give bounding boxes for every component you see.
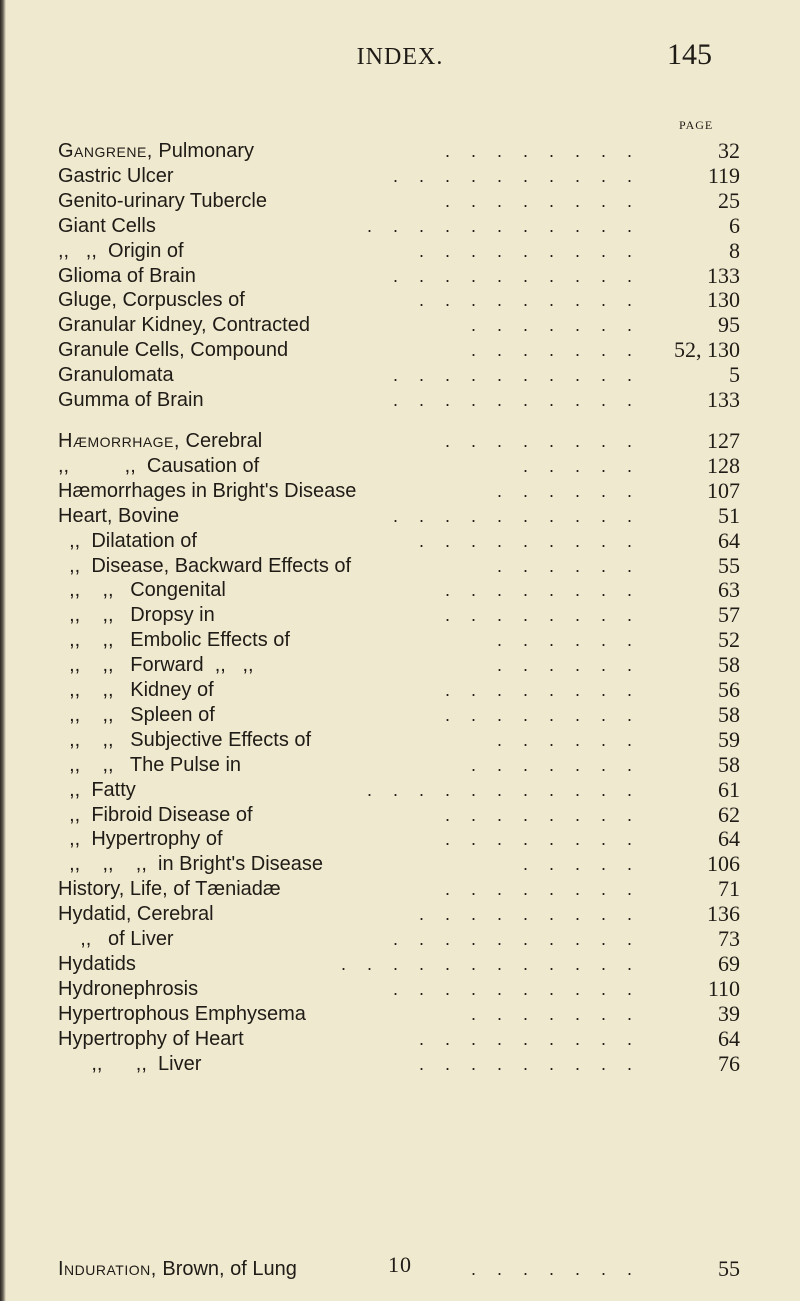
entry-label bbox=[58, 528, 197, 554]
entry-label bbox=[58, 478, 356, 504]
entry-page-number: 58 bbox=[718, 701, 740, 727]
entry-page-number: 107 bbox=[707, 477, 740, 503]
index-entry bbox=[58, 163, 740, 189]
index-entry bbox=[58, 263, 740, 289]
page-number: 145 bbox=[667, 38, 712, 71]
entry-text: ,, Disease, Backward Effects of bbox=[58, 554, 352, 577]
entry-text: Hydatids bbox=[58, 952, 136, 975]
leader-dots: . . . . . . . . bbox=[444, 190, 640, 211]
entry-text: Gumma of Brain bbox=[58, 389, 204, 411]
leader-dots: . . . . . . . . . . bbox=[392, 929, 640, 949]
leader-dots: . . . . . . . . bbox=[444, 879, 640, 900]
entry-page-number: 57 bbox=[718, 602, 740, 628]
entry-label bbox=[58, 702, 215, 728]
leader-dots: . . . . . . . . . . bbox=[392, 265, 640, 286]
leader-dots: . . . . . . . . . . bbox=[392, 390, 640, 410]
entry-text: Granulomata bbox=[58, 364, 174, 387]
entry-page-number: 73 bbox=[718, 926, 740, 951]
entry-label bbox=[58, 627, 290, 653]
entry-lead: Induration, bbox=[58, 1258, 157, 1280]
entry-page-number: 127 bbox=[707, 428, 740, 453]
index-entry bbox=[58, 1051, 740, 1077]
entry-label bbox=[58, 752, 241, 778]
entry-text: History, Life, of Tæniadæ bbox=[58, 878, 281, 901]
entry-page-number: 8 bbox=[729, 237, 740, 263]
index-entry bbox=[58, 602, 740, 628]
index-entry bbox=[58, 1026, 740, 1052]
entry-page-number: 63 bbox=[718, 577, 740, 603]
index-entry bbox=[58, 428, 740, 454]
entry-text: ,, ,, ,, in Bright's Disease bbox=[58, 853, 324, 876]
index-entry bbox=[58, 951, 740, 977]
entry-text: Hydatid, Cerebral bbox=[58, 903, 214, 926]
leader-dots: . . . . . . . . . . . bbox=[366, 215, 640, 236]
leader-dots: . . . . . . . . bbox=[444, 804, 640, 825]
leader-dots: . . . . . . bbox=[496, 655, 640, 676]
leader-dots: . . . . . . . . . . . bbox=[366, 779, 640, 800]
leader-dots: . . . . . bbox=[522, 854, 640, 875]
index-entry bbox=[58, 188, 740, 214]
index-entry bbox=[58, 802, 740, 828]
entry-text: Cerebral bbox=[179, 430, 263, 452]
entry-page-number: 5 bbox=[729, 362, 740, 388]
entry-page-number: 106 bbox=[707, 851, 740, 877]
index-entry bbox=[58, 503, 740, 529]
entry-text: Genito-urinary Tubercle bbox=[58, 189, 267, 212]
entry-label bbox=[58, 163, 174, 189]
index-entry bbox=[58, 926, 740, 952]
entry-text: ,, ,, Embolic Effects of bbox=[58, 629, 290, 652]
entry-text: Hypertrophous Emphysema bbox=[58, 1002, 306, 1025]
entry-page-number: 128 bbox=[707, 452, 740, 478]
index-entry bbox=[58, 652, 740, 678]
entry-label bbox=[58, 677, 214, 703]
entry-page-number: 62 bbox=[718, 801, 740, 827]
entry-page-number: 51 bbox=[718, 502, 740, 528]
leader-dots: . . . . . . . . . . bbox=[392, 165, 640, 186]
entry-label bbox=[58, 138, 254, 164]
index-entry bbox=[58, 387, 740, 413]
entry-text: ,, ,, Dropsy in bbox=[58, 604, 215, 627]
entry-label bbox=[58, 577, 226, 603]
entry-page-number: 61 bbox=[718, 776, 740, 802]
entry-text: ,, ,, Congenital bbox=[58, 579, 226, 602]
entry-text: ,, ,, Causation of bbox=[58, 454, 260, 477]
entry-text: Granular Kidney, Contracted bbox=[58, 314, 310, 337]
entry-text: Giant Cells bbox=[58, 214, 156, 237]
entry-text: ,, ,, Kidney of bbox=[58, 679, 214, 701]
entry-text: ,, ,, Forward ,, ,, bbox=[58, 654, 254, 677]
entry-page-number: 56 bbox=[718, 677, 740, 702]
entry-page-number: 136 bbox=[707, 901, 740, 927]
entry-page-number: 71 bbox=[718, 876, 740, 902]
entry-page-number: 133 bbox=[707, 262, 740, 288]
entry-label bbox=[58, 826, 223, 852]
leader-dots: . . . . . . . . . . bbox=[392, 978, 640, 999]
index-entry bbox=[58, 577, 740, 603]
leader-dots: . . . . . . . . . . bbox=[392, 365, 640, 386]
entry-text: ,, of Liver bbox=[58, 928, 174, 950]
index-entry bbox=[58, 287, 740, 313]
entry-page-number: 52 bbox=[718, 627, 740, 653]
leader-dots: . . . . . . . . . bbox=[418, 1028, 640, 1049]
entry-label bbox=[58, 213, 156, 239]
index-entry bbox=[58, 528, 740, 554]
entry-label bbox=[58, 453, 259, 479]
entry-text: ,, Hypertrophy of bbox=[58, 828, 223, 851]
entry-label bbox=[58, 951, 136, 977]
entry-label bbox=[58, 976, 198, 1002]
leader-dots: . . . . . . . . bbox=[444, 431, 640, 451]
entry-page-number: 64 bbox=[718, 1025, 740, 1051]
page-title: INDEX. bbox=[356, 44, 444, 70]
leader-dots: . . . . . . bbox=[496, 555, 640, 576]
entry-text: Hæmorrhages in Bright's Disease bbox=[58, 479, 357, 502]
leader-dots: . . . . . . . bbox=[470, 315, 640, 336]
leader-dots: . . . . . . . bbox=[470, 754, 640, 775]
entry-label bbox=[58, 777, 136, 803]
entry-text: Hypertrophy of Heart bbox=[58, 1027, 244, 1050]
entry-label bbox=[58, 553, 351, 579]
entry-label bbox=[58, 238, 184, 264]
leader-dots: . . . . . . . . . . . . bbox=[340, 953, 640, 974]
leader-dots: . . . . . . . . bbox=[444, 605, 640, 626]
leader-dots: . . . . . . . . bbox=[444, 829, 640, 850]
entry-page-number: 110 bbox=[707, 975, 740, 1001]
entry-label bbox=[58, 263, 196, 289]
leader-dots: . . . . . . . . . bbox=[418, 290, 640, 311]
entry-page-number: 69 bbox=[718, 950, 740, 976]
index-entry bbox=[58, 627, 740, 653]
index-entry bbox=[58, 976, 740, 1002]
entry-text: ,, ,, The Pulse in bbox=[58, 753, 242, 776]
entry-label bbox=[58, 1001, 306, 1027]
entry-page-number: 58 bbox=[718, 652, 740, 678]
entry-label bbox=[58, 1026, 244, 1052]
index-entry bbox=[58, 238, 740, 264]
entry-page-number: 59 bbox=[718, 726, 740, 752]
entry-lead: Gangrene, bbox=[58, 140, 153, 162]
entry-label bbox=[58, 727, 311, 753]
entry-text: Pulmonary bbox=[152, 140, 255, 162]
index-entry bbox=[58, 851, 740, 877]
leader-dots: . . . . . . . . . bbox=[418, 1053, 640, 1074]
entry-label bbox=[58, 362, 174, 388]
leader-dots: . . . . . . . bbox=[470, 1259, 640, 1279]
entry-page-number: 119 bbox=[707, 162, 740, 188]
index-entry bbox=[58, 138, 740, 164]
index-entry bbox=[58, 677, 740, 703]
entry-label bbox=[58, 287, 245, 313]
leader-dots: . . . . . . bbox=[496, 729, 640, 750]
entry-text: ,, Fibroid Disease of bbox=[58, 803, 253, 826]
entry-label bbox=[58, 188, 267, 214]
leader-dots: . . . . . . . . bbox=[444, 680, 640, 700]
entry-text: ,, ,, Subjective Effects of bbox=[58, 728, 312, 751]
leader-dots: . . . . . . bbox=[496, 480, 640, 501]
entry-page-number: 130 bbox=[707, 287, 740, 313]
leader-dots: . . . . . . . . bbox=[444, 704, 640, 725]
index-entry bbox=[58, 777, 740, 803]
entry-label bbox=[58, 802, 253, 828]
leader-dots: . . . . . . . . bbox=[444, 141, 640, 161]
leader-dots: . . . . . . . bbox=[470, 1003, 640, 1024]
entry-label bbox=[58, 926, 174, 952]
entry-page-number: 76 bbox=[718, 1050, 740, 1076]
index-entry bbox=[58, 337, 740, 363]
index-entry bbox=[58, 752, 740, 778]
entry-page-number: 52, 130 bbox=[674, 337, 740, 363]
entry-label bbox=[58, 387, 204, 413]
entry-label bbox=[58, 1051, 201, 1077]
leader-dots: . . . . . . . bbox=[470, 340, 640, 361]
entry-text: Hydronephrosis bbox=[58, 977, 199, 1000]
entry-page-number: 64 bbox=[718, 527, 740, 553]
entry-label bbox=[58, 876, 281, 902]
leader-dots: . . . . . . . . . bbox=[418, 530, 640, 551]
page-edge-shadow bbox=[0, 0, 6, 1301]
entry-page-number: 32 bbox=[718, 138, 740, 163]
entry-text: ,, ,, Spleen of bbox=[58, 703, 215, 726]
leader-dots: . . . . . . . . . . bbox=[392, 505, 640, 526]
entry-text: Granule Cells, Compound bbox=[58, 339, 289, 362]
index-entry bbox=[58, 453, 740, 479]
entry-label bbox=[58, 503, 179, 529]
entry-page-number: 95 bbox=[718, 312, 740, 338]
entry-page-number: 6 bbox=[729, 212, 740, 238]
leader-dots: . . . . . bbox=[522, 455, 640, 476]
index-entry bbox=[58, 312, 740, 338]
entry-text: Heart, Bovine bbox=[58, 504, 180, 527]
entry-page-number: 64 bbox=[718, 826, 740, 852]
entry-text: Gastric Ulcer bbox=[58, 164, 174, 187]
page-column-label: PAGE bbox=[679, 118, 714, 132]
leader-dots: . . . . . . bbox=[496, 630, 640, 651]
entry-label bbox=[58, 652, 254, 678]
index-entry bbox=[58, 901, 740, 927]
index-entry bbox=[58, 727, 740, 753]
leader-dots: . . . . . . . . . bbox=[418, 240, 640, 261]
entry-text: Brown, of Lung bbox=[156, 1258, 297, 1280]
entry-label bbox=[58, 428, 262, 454]
index-entry bbox=[58, 213, 740, 239]
entry-label bbox=[58, 312, 310, 338]
entry-text: ,, ,, Origin of bbox=[58, 239, 184, 262]
entry-text: ,, Dilatation of bbox=[58, 529, 197, 552]
entry-label bbox=[58, 851, 323, 877]
index-entry bbox=[58, 702, 740, 728]
index-entry bbox=[58, 478, 740, 504]
entry-lead: Hæmorrhage, bbox=[58, 430, 180, 452]
entry-text: Glioma of Brain bbox=[58, 264, 196, 287]
entry-label bbox=[58, 602, 215, 628]
entry-page-number: 55 bbox=[718, 552, 740, 578]
leader-dots: . . . . . . . . bbox=[444, 580, 640, 601]
entry-page-number: 55 bbox=[718, 1256, 740, 1281]
entry-text: ,, Fatty bbox=[58, 778, 136, 801]
signature-mark: 10 bbox=[388, 1252, 412, 1277]
entry-page-number: 39 bbox=[718, 1000, 740, 1026]
entry-text: ,, ,, Liver bbox=[58, 1052, 202, 1075]
entry-page-number: 25 bbox=[718, 187, 740, 213]
index-entry bbox=[58, 826, 740, 852]
entry-label bbox=[58, 901, 214, 927]
index-entry bbox=[58, 553, 740, 579]
entry-label bbox=[58, 337, 288, 363]
leader-dots: . . . . . . . . . bbox=[418, 904, 640, 925]
index-entry bbox=[58, 362, 740, 388]
index-entry bbox=[58, 1001, 740, 1027]
entry-page-number: 133 bbox=[707, 387, 740, 412]
entry-text: Gluge, Corpuscles of bbox=[58, 289, 245, 312]
index-entry bbox=[58, 876, 740, 902]
entry-page-number: 58 bbox=[718, 751, 740, 777]
